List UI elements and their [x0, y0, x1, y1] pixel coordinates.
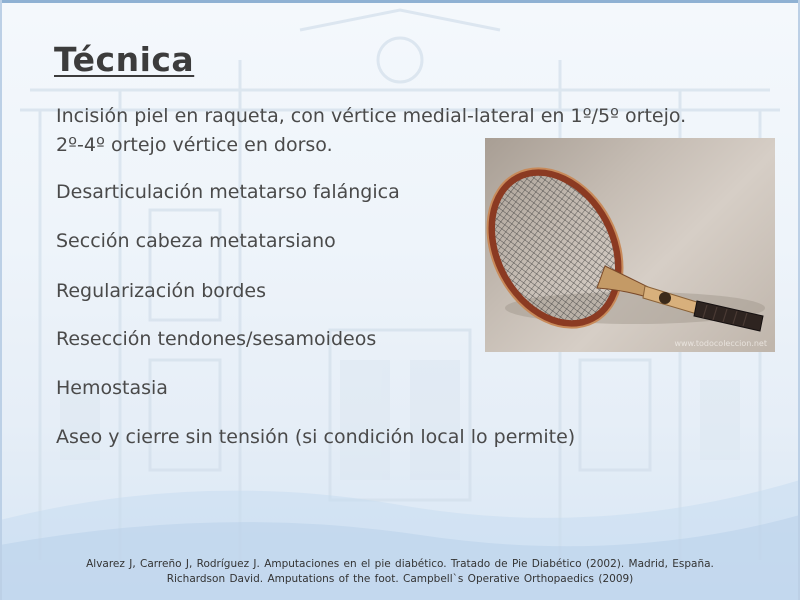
reference-alvarez: Alvarez J, Carreño J, Rodríguez J. Amputaciones en el pie diabético. Tratado de Pie Diabético (2002). Madrid, España. [86, 558, 714, 570]
bullet-line-hemostasia: Hemostasia [56, 377, 168, 399]
bullet-line-aseo-cierre: Aseo y cierre sin tensión (si condición local lo permite) [56, 426, 576, 448]
slide-left-border [0, 0, 2, 600]
bullet-line-incision-continued: 2º-4º ortejo vértice en dorso. [56, 134, 333, 156]
bullet-line-desarticulacion: Desarticulación metatarso falángica [56, 181, 400, 203]
slide-top-border [0, 0, 800, 3]
photo-watermark: www.todocoleccion.net [674, 339, 767, 348]
bullet-line-incision: Incisión piel en raqueta, con vértice medial-lateral en 1º/5º ortejo. [56, 105, 687, 127]
tennis-racquet-photo [485, 138, 775, 352]
slide-title: Técnica [54, 40, 195, 79]
reference-richardson: Richardson David. Amputations of the foot. Campbell`s Operative Orthopaedics (2009) [166, 573, 634, 585]
bullet-line-regularizacion: Regularización bordes [56, 280, 267, 302]
references [40, 557, 760, 587]
bullet-line-seccion: Sección cabeza metatarsiano [56, 230, 336, 252]
bullet-line-reseccion: Resección tendones/sesamoideos [56, 328, 377, 350]
tennis-racquet-image [485, 138, 775, 352]
